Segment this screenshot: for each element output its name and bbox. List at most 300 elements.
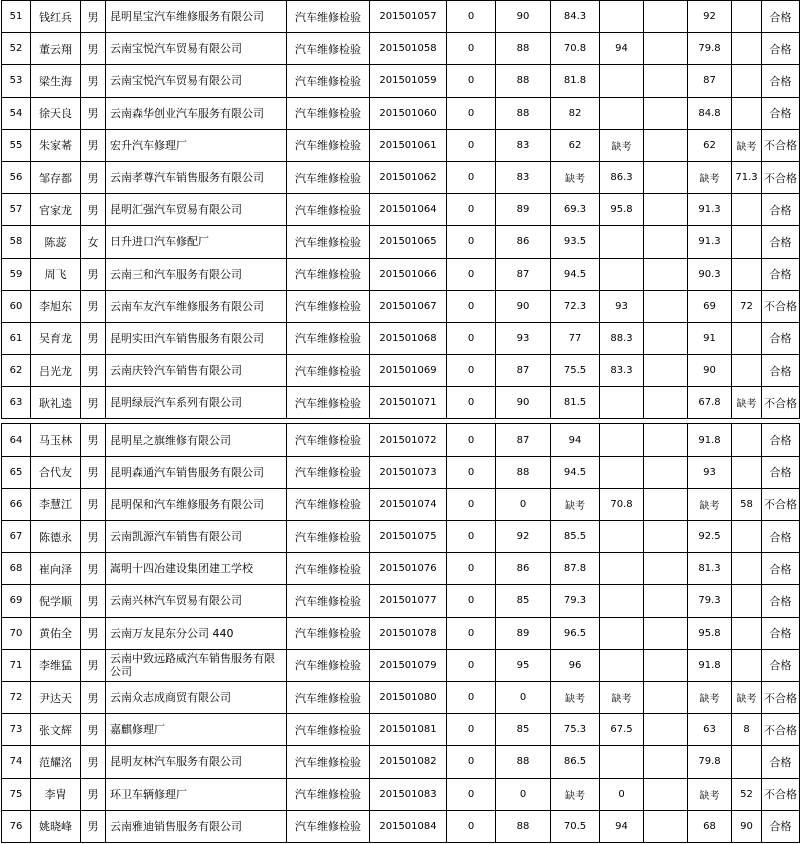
table-body [2,1,800,843]
result-cell: 不合格 [762,290,800,322]
score-7-cell [732,258,762,290]
row-number-cell: 70 [2,617,31,649]
gender-cell: 男 [81,97,106,129]
score-3-cell: 81.5 [551,387,600,419]
score-1-cell: 0 [447,585,496,617]
score-1-cell: 0 [447,617,496,649]
score-6-cell: 79.8 [688,746,732,778]
job-type-cell: 汽车维修检验 [287,129,370,161]
result-cell: 合格 [762,649,800,681]
score-7-cell [732,97,762,129]
row-number-cell: 66 [2,488,31,520]
score-3-cell: 96 [551,649,600,681]
row-number-cell: 59 [2,258,31,290]
company-cell: 昆明实田汽车销售服务有限公司 [106,322,287,354]
result-cell: 合格 [762,226,800,258]
score-2-cell: 86 [496,226,551,258]
score-table [1,0,800,843]
table-row [2,746,800,778]
name-cell: 周飞 [31,258,81,290]
score-7-cell: 72 [732,290,762,322]
score-5-cell [644,1,688,33]
score-7-cell: 71.3 [732,161,762,193]
score-5-cell [644,322,688,354]
score-5-cell [644,97,688,129]
score-2-cell: 88 [496,746,551,778]
name-cell: 邹存都 [31,161,81,193]
score-7-cell [732,746,762,778]
score-6-cell: 95.8 [688,617,732,649]
score-1-cell: 0 [447,746,496,778]
exam-id-cell: 201501079 [370,649,447,681]
job-type-cell: 汽车维修检验 [287,553,370,585]
exam-id-cell: 201501078 [370,617,447,649]
score-4-cell [600,585,644,617]
job-type-cell: 汽车维修检验 [287,226,370,258]
score-2-cell: 86 [496,553,551,585]
score-1-cell: 0 [447,810,496,842]
gender-cell: 男 [81,553,106,585]
score-6-cell: 91.3 [688,226,732,258]
score-2-cell: 87 [496,258,551,290]
gender-cell: 男 [81,290,106,322]
exam-id-cell: 201501064 [370,194,447,226]
table-row [2,258,800,290]
score-4-cell [600,746,644,778]
score-4-cell: 93 [600,290,644,322]
score-5-cell [644,456,688,488]
table-row [2,778,800,810]
company-cell: 云南车友汽车维修服务有限公司 [106,290,287,322]
score-7-cell [732,585,762,617]
name-cell: 李慧江 [31,488,81,520]
score-5-cell [644,194,688,226]
score-4-cell: 86.3 [600,161,644,193]
gender-cell: 男 [81,681,106,713]
name-cell: 合代友 [31,456,81,488]
score-3-cell: 69.3 [551,194,600,226]
gender-cell: 男 [81,194,106,226]
score-3-cell: 72.3 [551,290,600,322]
gender-cell: 男 [81,746,106,778]
score-1-cell: 0 [447,355,496,387]
score-2-cell: 83 [496,161,551,193]
score-7-cell [732,424,762,456]
job-type-cell: 汽车维修检验 [287,456,370,488]
score-6-cell: 84.8 [688,97,732,129]
score-1-cell: 0 [447,65,496,97]
score-1-cell: 0 [447,521,496,553]
score-2-cell: 87 [496,424,551,456]
name-cell: 官家龙 [31,194,81,226]
company-cell: 昆明汇强汽车贸易有限公司 [106,194,287,226]
name-cell: 姚晓峰 [31,810,81,842]
score-4-cell: 缺考 [600,681,644,713]
result-cell: 不合格 [762,488,800,520]
table-row [2,387,800,419]
gender-cell: 男 [81,456,106,488]
exam-id-cell: 201501075 [370,521,447,553]
result-cell: 合格 [762,585,800,617]
score-4-cell: 67.5 [600,714,644,746]
score-5-cell [644,681,688,713]
row-number-cell: 76 [2,810,31,842]
job-type-cell: 汽车维修检验 [287,355,370,387]
score-2-cell: 95 [496,649,551,681]
score-7-cell [732,355,762,387]
score-5-cell [644,258,688,290]
company-cell: 云南宝悦汽车贸易有限公司 [106,65,287,97]
score-5-cell [644,714,688,746]
gender-cell: 男 [81,355,106,387]
result-cell: 不合格 [762,681,800,713]
name-cell: 李胄 [31,778,81,810]
company-cell: 云南众志成商贸有限公司 [106,681,287,713]
score-6-cell: 62 [688,129,732,161]
name-cell: 张文辉 [31,714,81,746]
exam-id-cell: 201501057 [370,1,447,33]
score-7-cell [732,521,762,553]
score-2-cell: 90 [496,290,551,322]
gender-cell: 男 [81,161,106,193]
score-1-cell: 0 [447,387,496,419]
job-type-cell: 汽车维修检验 [287,65,370,97]
score-2-cell: 83 [496,129,551,161]
table-row [2,488,800,520]
name-cell: 耿礼逵 [31,387,81,419]
exam-id-cell: 201501072 [370,424,447,456]
score-3-cell: 缺考 [551,681,600,713]
row-number-cell: 60 [2,290,31,322]
score-2-cell: 85 [496,585,551,617]
score-3-cell: 82 [551,97,600,129]
score-7-cell [732,322,762,354]
table-row [2,424,800,456]
exam-id-cell: 201501069 [370,355,447,387]
score-4-cell: 94 [600,33,644,65]
score-1-cell: 0 [447,97,496,129]
score-4-cell: 94 [600,810,644,842]
row-number-cell: 69 [2,585,31,617]
score-2-cell: 90 [496,1,551,33]
company-cell: 云南森华创业汽车服务有限公司 [106,97,287,129]
score-4-cell [600,65,644,97]
score-1-cell: 0 [447,161,496,193]
score-6-cell: 缺考 [688,778,732,810]
score-5-cell [644,649,688,681]
score-4-cell [600,226,644,258]
score-1-cell: 0 [447,488,496,520]
score-1-cell: 0 [447,258,496,290]
score-2-cell: 89 [496,617,551,649]
result-cell: 合格 [762,322,800,354]
exam-id-cell: 201501059 [370,65,447,97]
score-7-cell: 8 [732,714,762,746]
score-3-cell: 77 [551,322,600,354]
row-number-cell: 61 [2,322,31,354]
score-1-cell: 0 [447,714,496,746]
score-6-cell: 79.3 [688,585,732,617]
score-6-cell: 92.5 [688,521,732,553]
exam-id-cell: 201501080 [370,681,447,713]
result-cell: 合格 [762,746,800,778]
score-5-cell [644,290,688,322]
name-cell: 崔向泽 [31,553,81,585]
score-3-cell: 70.5 [551,810,600,842]
score-1-cell: 0 [447,424,496,456]
job-type-cell: 汽车维修检验 [287,585,370,617]
score-2-cell: 93 [496,322,551,354]
score-3-cell: 81.8 [551,65,600,97]
score-3-cell: 75.3 [551,714,600,746]
company-cell: 云南雅迪销售服务有限公司 [106,810,287,842]
score-7-cell: 52 [732,778,762,810]
score-6-cell: 63 [688,714,732,746]
table-row [2,617,800,649]
name-cell: 陈蕊 [31,226,81,258]
table-row [2,129,800,161]
exam-id-cell: 201501083 [370,778,447,810]
company-cell: 昆明保和汽车维修服务有限公司 [106,488,287,520]
row-number-cell: 52 [2,33,31,65]
row-number-cell: 71 [2,649,31,681]
score-1-cell: 0 [447,681,496,713]
row-number-cell: 74 [2,746,31,778]
result-cell: 合格 [762,1,800,33]
result-cell: 不合格 [762,387,800,419]
score-3-cell: 缺考 [551,161,600,193]
score-2-cell: 89 [496,194,551,226]
result-cell: 合格 [762,617,800,649]
result-cell: 合格 [762,258,800,290]
score-3-cell: 缺考 [551,778,600,810]
table-row [2,1,800,33]
table-row [2,714,800,746]
score-6-cell: 81.3 [688,553,732,585]
score-3-cell: 85.5 [551,521,600,553]
table-row [2,65,800,97]
score-3-cell: 93.5 [551,226,600,258]
row-number-cell: 58 [2,226,31,258]
company-cell: 昆明友林汽车服务有限公司 [106,746,287,778]
score-7-cell [732,226,762,258]
score-4-cell: 0 [600,778,644,810]
job-type-cell: 汽车维修检验 [287,33,370,65]
score-1-cell: 0 [447,553,496,585]
score-4-cell [600,387,644,419]
result-cell: 合格 [762,65,800,97]
score-4-cell: 83.3 [600,355,644,387]
score-5-cell [644,355,688,387]
result-cell: 不合格 [762,129,800,161]
table-row [2,521,800,553]
score-7-cell: 缺考 [732,387,762,419]
score-4-cell [600,649,644,681]
score-3-cell: 79.3 [551,585,600,617]
score-1-cell: 0 [447,778,496,810]
score-6-cell: 68 [688,810,732,842]
score-5-cell [644,746,688,778]
company-cell: 嵩明十四冶建设集团建工学校 [106,553,287,585]
exam-id-cell: 201501071 [370,387,447,419]
score-4-cell [600,97,644,129]
job-type-cell: 汽车维修检验 [287,194,370,226]
gender-cell: 男 [81,714,106,746]
name-cell: 倪学顺 [31,585,81,617]
result-cell: 合格 [762,810,800,842]
row-number-cell: 65 [2,456,31,488]
score-2-cell: 0 [496,488,551,520]
score-3-cell: 84.3 [551,1,600,33]
score-3-cell: 94.5 [551,456,600,488]
score-6-cell: 91.8 [688,424,732,456]
row-number-cell: 56 [2,161,31,193]
score-4-cell [600,258,644,290]
table-row [2,194,800,226]
name-cell: 朱家莃 [31,129,81,161]
score-6-cell: 缺考 [688,488,732,520]
name-cell: 范耀洺 [31,746,81,778]
score-2-cell: 88 [496,456,551,488]
exam-id-cell: 201501077 [370,585,447,617]
score-6-cell: 91.8 [688,649,732,681]
row-number-cell: 68 [2,553,31,585]
score-4-cell [600,1,644,33]
score-7-cell [732,617,762,649]
job-type-cell: 汽车维修检验 [287,387,370,419]
score-7-cell [732,194,762,226]
company-cell: 昆明星宝汽车维修服务有限公司 [106,1,287,33]
result-cell: 不合格 [762,714,800,746]
row-number-cell: 75 [2,778,31,810]
score-1-cell: 0 [447,456,496,488]
score-4-cell: 95.8 [600,194,644,226]
name-cell: 黄佑全 [31,617,81,649]
score-7-cell: 58 [732,488,762,520]
job-type-cell: 汽车维修检验 [287,617,370,649]
score-7-cell [732,65,762,97]
score-1-cell: 0 [447,194,496,226]
name-cell: 陈德永 [31,521,81,553]
gender-cell: 女 [81,226,106,258]
result-cell: 不合格 [762,161,800,193]
gender-cell: 男 [81,424,106,456]
row-number-cell: 51 [2,1,31,33]
job-type-cell: 汽车维修检验 [287,322,370,354]
result-cell: 合格 [762,553,800,585]
score-4-cell [600,456,644,488]
score-1-cell: 0 [447,1,496,33]
score-1-cell: 0 [447,322,496,354]
table-row [2,681,800,713]
company-cell: 云南凯源汽车销售有限公司 [106,521,287,553]
company-cell: 云南万友昆东分公司 440 [106,617,287,649]
score-3-cell: 62 [551,129,600,161]
gender-cell: 男 [81,65,106,97]
company-cell: 昆明绿辰汽车系列有限公司 [106,387,287,419]
exam-id-cell: 201501074 [370,488,447,520]
table-row [2,322,800,354]
exam-id-cell: 201501082 [370,746,447,778]
score-1-cell: 0 [447,226,496,258]
company-cell: 云南宝悦汽车贸易有限公司 [106,33,287,65]
job-type-cell: 汽车维修检验 [287,714,370,746]
gender-cell: 男 [81,810,106,842]
score-6-cell: 69 [688,290,732,322]
score-6-cell: 79.8 [688,33,732,65]
score-5-cell [644,778,688,810]
gender-cell: 男 [81,322,106,354]
job-type-cell: 汽车维修检验 [287,290,370,322]
job-type-cell: 汽车维修检验 [287,778,370,810]
score-2-cell: 90 [496,387,551,419]
exam-id-cell: 201501065 [370,226,447,258]
score-3-cell: 缺考 [551,488,600,520]
score-7-cell: 缺考 [732,129,762,161]
table-row [2,585,800,617]
result-cell: 合格 [762,355,800,387]
score-7-cell [732,553,762,585]
score-3-cell: 96.5 [551,617,600,649]
company-cell: 云南孝尊汽车销售服务有限公司 [106,161,287,193]
company-cell: 昆明星之旗维修有限公司 [106,424,287,456]
score-6-cell: 87 [688,65,732,97]
score-4-cell [600,424,644,456]
score-4-cell [600,617,644,649]
score-5-cell [644,65,688,97]
score-6-cell: 91.3 [688,194,732,226]
name-cell: 马玉林 [31,424,81,456]
score-1-cell: 0 [447,290,496,322]
table-row [2,456,800,488]
score-3-cell: 70.8 [551,33,600,65]
score-4-cell: 88.3 [600,322,644,354]
exam-id-cell: 201501076 [370,553,447,585]
score-4-cell: 缺考 [600,129,644,161]
score-5-cell [644,33,688,65]
job-type-cell: 汽车维修检验 [287,649,370,681]
row-number-cell: 53 [2,65,31,97]
score-5-cell [644,129,688,161]
row-number-cell: 55 [2,129,31,161]
gender-cell: 男 [81,649,106,681]
gender-cell: 男 [81,1,106,33]
job-type-cell: 汽车维修检验 [287,424,370,456]
job-type-cell: 汽车维修检验 [287,681,370,713]
score-5-cell [644,585,688,617]
score-4-cell: 70.8 [600,488,644,520]
exam-id-cell: 201501081 [370,714,447,746]
job-type-cell: 汽车维修检验 [287,521,370,553]
score-5-cell [644,488,688,520]
score-5-cell [644,553,688,585]
name-cell: 徐天良 [31,97,81,129]
score-2-cell: 88 [496,65,551,97]
score-6-cell: 92 [688,1,732,33]
score-7-cell [732,33,762,65]
job-type-cell: 汽车维修检验 [287,746,370,778]
company-cell: 云南三和汽车服务有限公司 [106,258,287,290]
score-5-cell [644,387,688,419]
table-row [2,161,800,193]
job-type-cell: 汽车维修检验 [287,488,370,520]
exam-id-cell: 201501060 [370,97,447,129]
score-4-cell [600,553,644,585]
score-1-cell: 0 [447,649,496,681]
company-cell: 日升进口汽车修配厂 [106,226,287,258]
score-2-cell: 88 [496,33,551,65]
row-number-cell: 73 [2,714,31,746]
